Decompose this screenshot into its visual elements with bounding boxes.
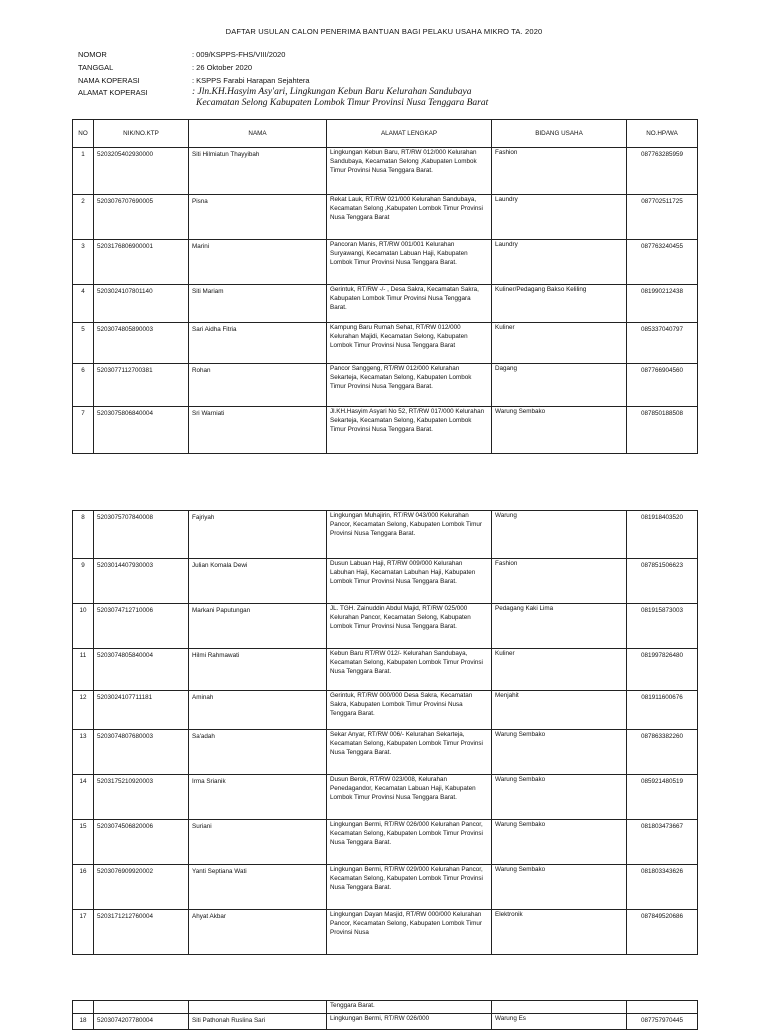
recipient-table-2 (72, 510, 698, 955)
cell-nik: 5203074712710006 (94, 604, 189, 649)
cell-bidang: Kuliner (492, 323, 627, 364)
cell-nama: Siti Hilmiatun Thayyibah (189, 148, 327, 195)
cell-bidang: Laundry (492, 195, 627, 240)
cell-nik: 5203024107711181 (94, 691, 189, 730)
cell-nama: Fajriyah (189, 511, 327, 559)
nomor-label: NOMOR (78, 50, 107, 59)
cell-nik: 5203074207780004 (94, 1014, 189, 1030)
cell-bidang: Laundry (492, 240, 627, 285)
cell-nik: 5203175210920003 (94, 775, 189, 820)
cell-hp: 081803473667 (627, 820, 698, 865)
cell-nama: Siti Pathonah Ruslina Sari (189, 1014, 327, 1030)
document-title: DAFTAR USULAN CALON PENERIMA BANTUAN BAGI PELAKU USAHA MIKRO TA. 2020 (225, 27, 543, 36)
cell-nik: 5203171212760004 (94, 910, 189, 955)
cell-alamat: Lingkungan Bermi, RT/RW 026/000 Kelurahan Pancor, Kecamatan Selong, Kabupaten Lombok Timur Provinsi Nusa Tenggara Barat. (327, 820, 492, 865)
cell-nama: Irma Srianik (189, 775, 327, 820)
cell-bidang: Fashion (492, 148, 627, 195)
tanggal-value: : 26 Oktober 2020 (192, 63, 253, 72)
table-row (73, 323, 698, 364)
table-row (73, 148, 698, 195)
cell-no: 14 (73, 775, 94, 820)
cell-nama: Sri Warniati (189, 407, 327, 454)
cell-nik: 5203075707840008 (94, 511, 189, 559)
cell-alamat: Dusun Berok, RT/RW 023/008, Kelurahan Penedagandor, Kecamatan Labuan Haji, Kabupaten Lombok Timur Provinsi Nusa Tenggara Barat. (327, 775, 492, 820)
tanggal-label: TANGGAL (78, 63, 114, 72)
alamat-koperasi-line2: Kecamatan Selong Kabupaten Lombok Timur Provinsi Nusa Tenggara Barat (196, 98, 489, 108)
cell-bidang: Elektronik (492, 910, 627, 955)
cell-nik: 5203074807680003 (94, 730, 189, 775)
cell-alamat: Lingkungan Kebun Baru, RT/RW 012/000 Kelurahan Sandubaya, Kecamatan Selong ,Kabupaten Lombok Timur Provinsi Nusa Tenggara Barat. (327, 148, 492, 195)
cell-alamat: Gerintuk, RT/RW 000/000 Desa Sakra, Kecamatan Sakra, Kabupaten Lombok Timur Provinsi Nusa Tenggara Barat. (327, 691, 492, 730)
cell-no: 15 (73, 820, 94, 865)
cell-hp: 087763285959 (627, 148, 698, 195)
cell-alamat: Jl.KH.Hasyim Asyari No 52, RT/RW 017/000 Kelurahan Sekarteja, Kecamatan Selong, Kabupaten Lombok Timur Provinsi Nusa Tenggara Barat. (327, 407, 492, 454)
cell-hp: 081990212438 (627, 285, 698, 323)
table-header-row (73, 120, 698, 148)
cell-hp: 087849520686 (627, 910, 698, 955)
cell-alamat: Lingkungan Muhajirin, RT/RW 043/000 Kelurahan Pancor, Kecamatan Selong, Kabupaten Lombok Timur Provinsi Nusa Tenggara Barat. (327, 511, 492, 559)
cell-nama: Pisna (189, 195, 327, 240)
table-row (73, 691, 698, 730)
cell-no: 2 (73, 195, 94, 240)
cell-alamat: Pancoran Manis, RT/RW 001/001 Kelurahan Suryawangi, Kecamatan Labuan Haji, Kabupaten Lombok Timur Provinsi Nusa Tenggara Barat. (327, 240, 492, 285)
cell-nik: 5203074805890003 (94, 323, 189, 364)
cell-alamat: Sekar Anyar, RT/RW 006/- Kelurahan Sekarteja, Kecamatan Selong, Kabupaten Lombok Timur Provinsi Nusa Tenggara Barat. (327, 730, 492, 775)
cell-bidang: Warung Es (492, 1014, 627, 1030)
header-hp: NO.HP/WA (627, 120, 698, 148)
alamat-koperasi-label: ALAMAT KOPERASI (78, 88, 148, 97)
recipient-table-3 (72, 1000, 698, 1030)
cell-nik: 5203075806840004 (94, 407, 189, 454)
alamat-koperasi-line1: : Jln.KH.Hasyim Asy'ari, Lingkungan Kebun Baru Kelurahan Sandubaya (192, 87, 472, 97)
cell-no: 10 (73, 604, 94, 649)
cell-nik: 5203076909920002 (94, 865, 189, 910)
cell-no: 11 (73, 649, 94, 691)
header-nik: NIK/NO.KTP (94, 120, 189, 148)
cell-bidang: Warung Sembako (492, 775, 627, 820)
nama-koperasi-label: NAMA KOPERASI (78, 76, 140, 85)
cell-no: 8 (73, 511, 94, 559)
cell-nama: Markani Paputungan (189, 604, 327, 649)
cell-alamat: Lingkungan Bermi, RT/RW 026/000 (327, 1014, 492, 1030)
cell-alamat: Lingkungan Dayan Masjid, RT/RW 000/000 Kelurahan Pancor, Kecamatan Selong, Kabupaten Lombok Timur Provinsi Nusa (327, 910, 492, 955)
cell-no: 4 (73, 285, 94, 323)
table-row (73, 240, 698, 285)
cell-bidang: Kuliner/Pedagang Bakso Keliling (492, 285, 627, 323)
cell-nama: Yanti Septiana Wati (189, 865, 327, 910)
cell-no: 18 (73, 1014, 94, 1030)
cell-hp: 087757970445 (627, 1014, 698, 1030)
cell-hp: 087702511725 (627, 195, 698, 240)
continuation-alamat: Tenggara Barat. (327, 1001, 492, 1014)
cell-alamat: Lingkungan Bermi, RT/RW 029/000 Kelurahan Pancor, Kecamatan Selong, Kabupaten Lombok Timur Provinsi Nusa Tenggara Barat. (327, 865, 492, 910)
cell-no: 17 (73, 910, 94, 955)
cell-hp: 081918403520 (627, 511, 698, 559)
cell-hp: 081911600676 (627, 691, 698, 730)
cell-nama: Marini (189, 240, 327, 285)
table-row (73, 559, 698, 604)
cell-no: 6 (73, 364, 94, 407)
cell-bidang: Dagang (492, 364, 627, 407)
cell-bidang: Kuliner (492, 649, 627, 691)
table-row (73, 285, 698, 323)
cell-no: 9 (73, 559, 94, 604)
cell-nik: 5203074506820006 (94, 820, 189, 865)
cell-nik: 5203176806900001 (94, 240, 189, 285)
recipient-table-1 (72, 119, 698, 454)
cell-hp: 081997826480 (627, 649, 698, 691)
cell-hp: 087850188508 (627, 407, 698, 454)
table-row (73, 364, 698, 407)
table-row (73, 407, 698, 454)
cell-nama: Sari Aidha Fitria (189, 323, 327, 364)
cell-alamat: Kampung Baru Rumah Sehat, RT/RW 012/000 Kelurahan Majidi, Kecamatan Selong, Kabupaten Lombok Timur Provinsi Nusa Tenggara Barat (327, 323, 492, 364)
cell-nama: Suriani (189, 820, 327, 865)
cell-hp: 081915873003 (627, 604, 698, 649)
cell-no: 1 (73, 148, 94, 195)
cell-alamat: Gerintuk, RT/RW -/- , Desa Sakra, Kecamatan Sakra, Kabupaten Lombok Timur Provinsi Nusa Tenggara Barat. (327, 285, 492, 323)
cell-nama: Ahyat Akbar (189, 910, 327, 955)
cell-hp: 085337040797 (627, 323, 698, 364)
cell-hp: 087863382260 (627, 730, 698, 775)
cell-alamat: Rekat Lauk, RT/RW 021/000 Kelurahan Sandubaya, Kecamatan Selong ,Kabupaten Lombok Timur Provinsi Nusa Tenggara Barat (327, 195, 492, 240)
cell-nama: Hilmi Rahmawati (189, 649, 327, 691)
cell-bidang: Warung (492, 511, 627, 559)
nomor-value: : 009/KSPPS-FHS/VIII/2020 (192, 50, 286, 59)
cell-no: 5 (73, 323, 94, 364)
table-row (73, 511, 698, 559)
header-bidang: BIDANG USAHA (492, 120, 627, 148)
cell-alamat: Pancor Sanggeng, RT/RW 012/000 Kelurahan Sekarteja, Kecamatan Selong, Kabupaten Lombok Timur Provinsi Nusa Tenggara Barat. (327, 364, 492, 407)
table-row (73, 775, 698, 820)
cell-hp: 085921480519 (627, 775, 698, 820)
header-alamat: ALAMAT LENGKAP (327, 120, 492, 148)
cell-nik: 5203076707690005 (94, 195, 189, 240)
cell-nik: 5203024107801140 (94, 285, 189, 323)
cell-alamat: JL. TGH. Zainuddin Abdul Majid, RT/RW 025/000 Kelurahan Pancor, Kecamatan Selong, Kabupaten Lombok Timur Provinsi Nusa Tenggara Barat. (327, 604, 492, 649)
cell-bidang: Menjahit (492, 691, 627, 730)
cell-hp: 087763240455 (627, 240, 698, 285)
cell-hp: 087851506623 (627, 559, 698, 604)
cell-nik: 5203077112700381 (94, 364, 189, 407)
cell-bidang: Warung Sembako (492, 820, 627, 865)
cell-nik: 5203205402930000 (94, 148, 189, 195)
table-row (73, 820, 698, 865)
table-row (73, 910, 698, 955)
cell-nama: Aminah (189, 691, 327, 730)
cell-alamat: Kebun Baru RT/RW 012/- Kelurahan Sandubaya, Kecamatan Selong, Kabupaten Lombok Timur Provinsi Nusa Tenggara Barat. (327, 649, 492, 691)
cell-bidang: Warung Sembako (492, 407, 627, 454)
nama-koperasi-value: : KSPPS Farabi Harapan Sejahtera (192, 76, 310, 85)
cell-hp: 081803343626 (627, 865, 698, 910)
cell-alamat: Dusun Labuan Haji, RT/RW 009/000 Kelurahan Labuhan Haji, Kecamatan Labuhan Haji, Kabupaten Lombok Timur Provinsi Nusa Tenggara Barat. (327, 559, 492, 604)
cell-nama: Julian Komala Dewi (189, 559, 327, 604)
table-row (73, 195, 698, 240)
cell-nama: Siti Mariam (189, 285, 327, 323)
cell-bidang: Warung Sembako (492, 865, 627, 910)
table-row (73, 730, 698, 775)
table-row (73, 649, 698, 691)
cell-nama: Rohan (189, 364, 327, 407)
cell-nama: Sa'adah (189, 730, 327, 775)
header-no: NO (73, 120, 94, 148)
table-row (73, 865, 698, 910)
table-row (73, 1014, 698, 1030)
continuation-row (73, 1001, 698, 1014)
cell-no: 16 (73, 865, 94, 910)
cell-no: 13 (73, 730, 94, 775)
cell-no: 12 (73, 691, 94, 730)
cell-nik: 5203074805840004 (94, 649, 189, 691)
cell-bidang: Warung Sembako (492, 730, 627, 775)
cell-bidang: Pedagang Kaki Lima (492, 604, 627, 649)
cell-nik: 5203014407930003 (94, 559, 189, 604)
table-row (73, 604, 698, 649)
header-nama: NAMA (189, 120, 327, 148)
cell-no: 3 (73, 240, 94, 285)
cell-bidang: Fashion (492, 559, 627, 604)
cell-hp: 087766904560 (627, 364, 698, 407)
cell-no: 7 (73, 407, 94, 454)
